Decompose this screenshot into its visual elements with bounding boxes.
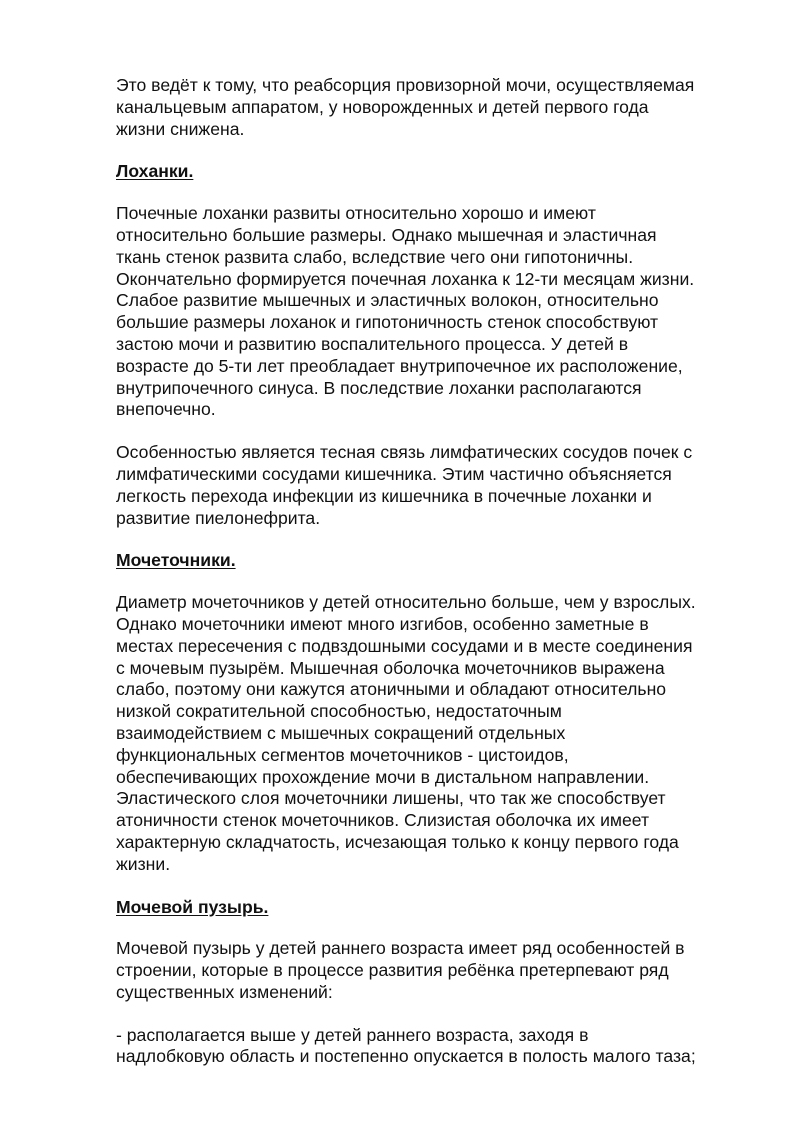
paragraph-lokhanki-2: Особенностью является тесная связь лимфатических сосудов почек с лимфатическими сосудами кишечника. Этим частично объясняется легкость перехода инфекции из кишечника в почечные лоханки и развитие пиелонефрита.: [116, 442, 693, 528]
section-heading-lokhanki: Лоханки.: [116, 161, 194, 182]
paragraph-mochevoy-puzyr-1: Мочевой пузырь у детей раннего возраста имеет ряд особенностей в строении, которые в процессе развития ребёнка претерпевают ряд существенных изменений:: [116, 938, 685, 1002]
section-heading-mochevoy-puzyr: Мочевой пузырь.: [116, 896, 269, 917]
document-page: [116, 75, 756, 1068]
section-heading-mochetochniki: Мочеточники.: [116, 550, 236, 571]
list-item-mochevoy-puzyr-1: - располагается выше у детей раннего возраста, заходя в надлобковую область и постепенно опускается в полость малого таза;: [116, 1024, 696, 1067]
paragraph-mochetochniki-1: Диаметр мочеточников у детей относительно больше, чем у взрослых. Однако мочеточники имеют много изгибов, особенно заметные в местах пересечения с подвздошными сосудами и в месте соединения с мочевым пузырём. Мышечная оболочка мочеточников выражена слабо, поэтому они кажутся атоничными и обладают относительно низкой сократительной способностью, недостаточным взаимодействием с мышечных сокращений отдельных функциональных сегментов мочеточников - цистоидов, обеспечивающих прохождение мочи в дистальном направлении. Эластического слоя мочеточники лишены, что так же способствует атоничности стенок мочеточников. Слизистая оболочка их имеет характерную складчатость, исчезающая только к концу первого года жизни.: [116, 592, 696, 874]
paragraph-lokhanki-1: Почечные лоханки развиты относительно хорошо и имеют относительно большие размеры. Однако мышечная и эластичная ткань стенок развита слабо, вследствие чего они гипотоничны. Окончательно формируется почечная лоханка к 12-ти месяцам жизни. Слабое развитие мышечных и эластичных волокон, относительно большие размеры лоханок и гипотоничность стенок способствуют застою мочи и развитию воспалительного процесса. У детей в возрасте до 5-ти лет преобладает внутрипочечное их расположение, внутрипочечного синуса. В последствие лоханки располагаются внепочечно.: [116, 203, 695, 420]
intro-paragraph: Это ведёт к тому, что реабсорция провизорной мочи, осуществляемая канальцевым аппаратом, у новорожденных и детей первого года жизни снижена.: [116, 75, 695, 139]
